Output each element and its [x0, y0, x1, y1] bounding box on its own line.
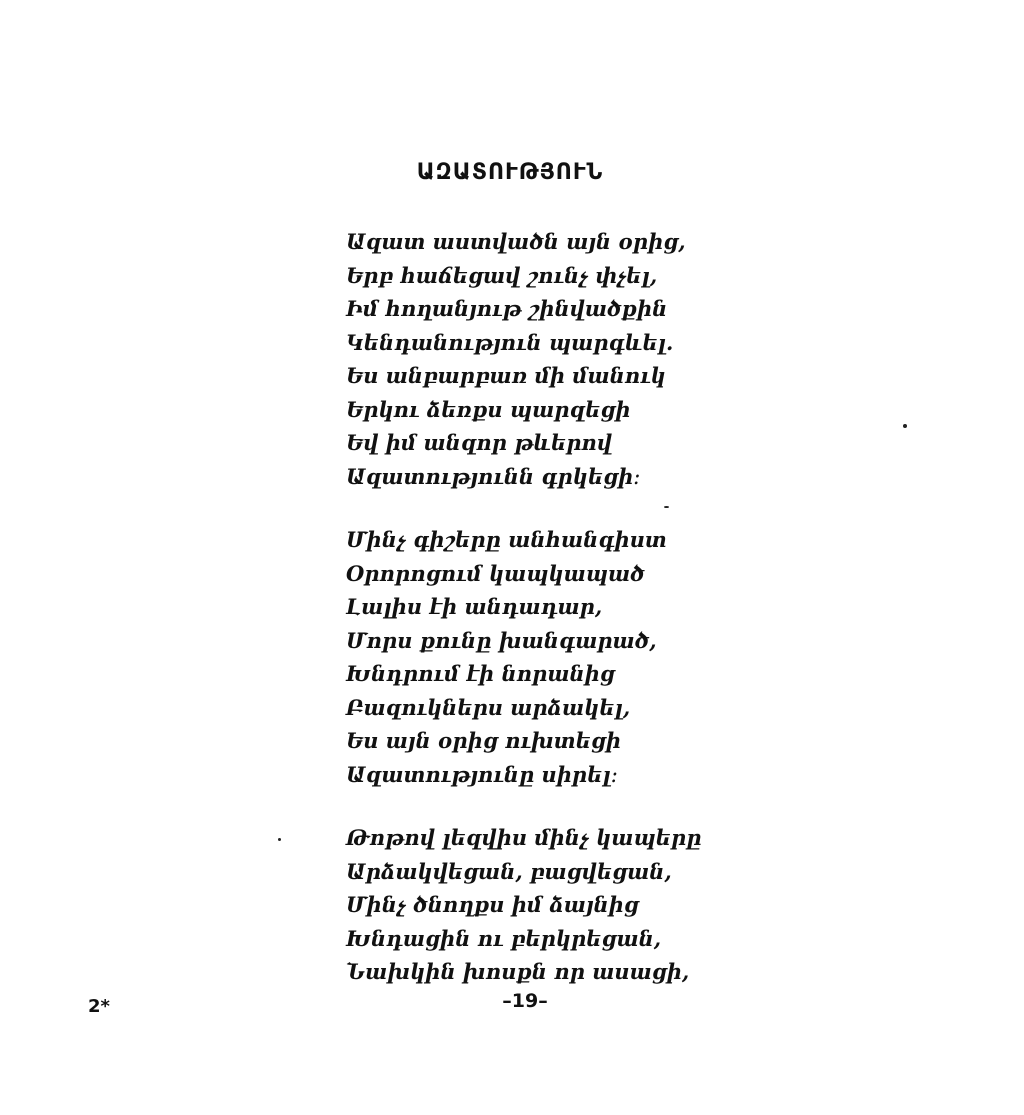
signature-mark: 2*: [88, 996, 110, 1017]
poem-line: Երկու ձեռքս պարզեցի: [346, 396, 631, 422]
poem-body: [346, 225, 766, 1019]
poem-title: ԱԶԱՏՈՒԹՅՈՒՆ: [416, 160, 604, 185]
poem-line: Բազուկներս արձակել,: [346, 694, 631, 720]
poem-line: Կենդանություն պարգևել.: [346, 329, 674, 355]
poem-line: Եվ իմ անզոր թևերով: [346, 430, 613, 455]
poem-line: Երբ հաճեցավ շունչ փչել,: [346, 262, 658, 288]
poem-line: Խնդրում էի նորանից: [346, 661, 615, 686]
poem-line: Խնդացին ու բերկրեցան,: [346, 925, 662, 951]
poem-line: Մորս քունը խանգարած,: [346, 627, 657, 653]
scan-speck: [903, 424, 907, 428]
page-number: –19–: [502, 990, 548, 1012]
scan-speck: [278, 838, 281, 841]
poem-line: Լալիս էի անդադար,: [346, 594, 603, 619]
scan-speck: [664, 506, 669, 508]
poem-line: Ազատությունը սիրել։: [346, 761, 618, 787]
poem-line: Օրորոցում կապկապած: [346, 560, 645, 586]
poem-line: Ես այն օրից ուխտեցի: [346, 728, 622, 753]
poem-line: Մինչ գիշերը անհանգիստ: [346, 527, 667, 552]
poem-line: Արձակվեցան, բացվեցան,: [346, 858, 672, 884]
stanza-3: [346, 821, 766, 989]
poem-line: Մինչ ծնողքս իմ ձայնից: [346, 892, 639, 917]
poem-line: Նախկին խոսքն որ ասացի,: [346, 959, 690, 984]
stanza-1: [346, 225, 766, 493]
stanza-2: [346, 523, 766, 791]
poem-line: Իմ հողանյութ շինվածքին: [346, 296, 668, 321]
poem-line: Ես անբարբառ մի մանուկ: [346, 363, 666, 388]
poem-line: Թոթով լեզվիս մինչ կապերը: [346, 825, 702, 850]
poem-line: Ազատ աստվածն այն օրից,: [346, 229, 686, 254]
poem-line: Ազատությունն գրկեցի։: [346, 463, 641, 489]
